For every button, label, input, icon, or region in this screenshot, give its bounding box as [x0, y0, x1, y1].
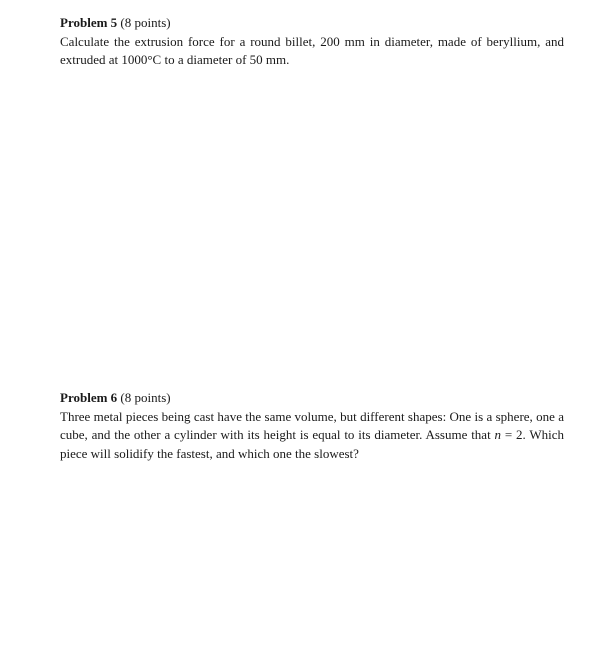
problem-6-text-part-2: = 2. Which piece will solidify the fastest, and which one the slowest? [60, 427, 565, 461]
problem-6-text [60, 408, 564, 464]
problem-6-title: Problem 6 [60, 390, 118, 405]
problem-5-heading [60, 14, 564, 33]
problem-6-text-part-1: Three metal pieces being cast have the same volume, but different shapes: One is a sphere, one a cube, and the other a cylinder with its height is equal to its diameter. Assume that [60, 408, 564, 442]
problem-6-variable-n: n [494, 427, 502, 442]
problem-6-points: (8 points) [120, 390, 171, 405]
problem-5-title: Problem 5 [60, 15, 118, 30]
problem-5-points: (8 points) [120, 15, 171, 30]
problem-5 [60, 14, 564, 70]
problem-6-heading [60, 389, 564, 408]
problem-5-text: Calculate the extrusion force for a round billet, 200 mm in diameter, made of beryllium, and extruded at 1000°C to a diameter of 50 mm. [60, 33, 564, 67]
problem-6 [60, 389, 564, 463]
